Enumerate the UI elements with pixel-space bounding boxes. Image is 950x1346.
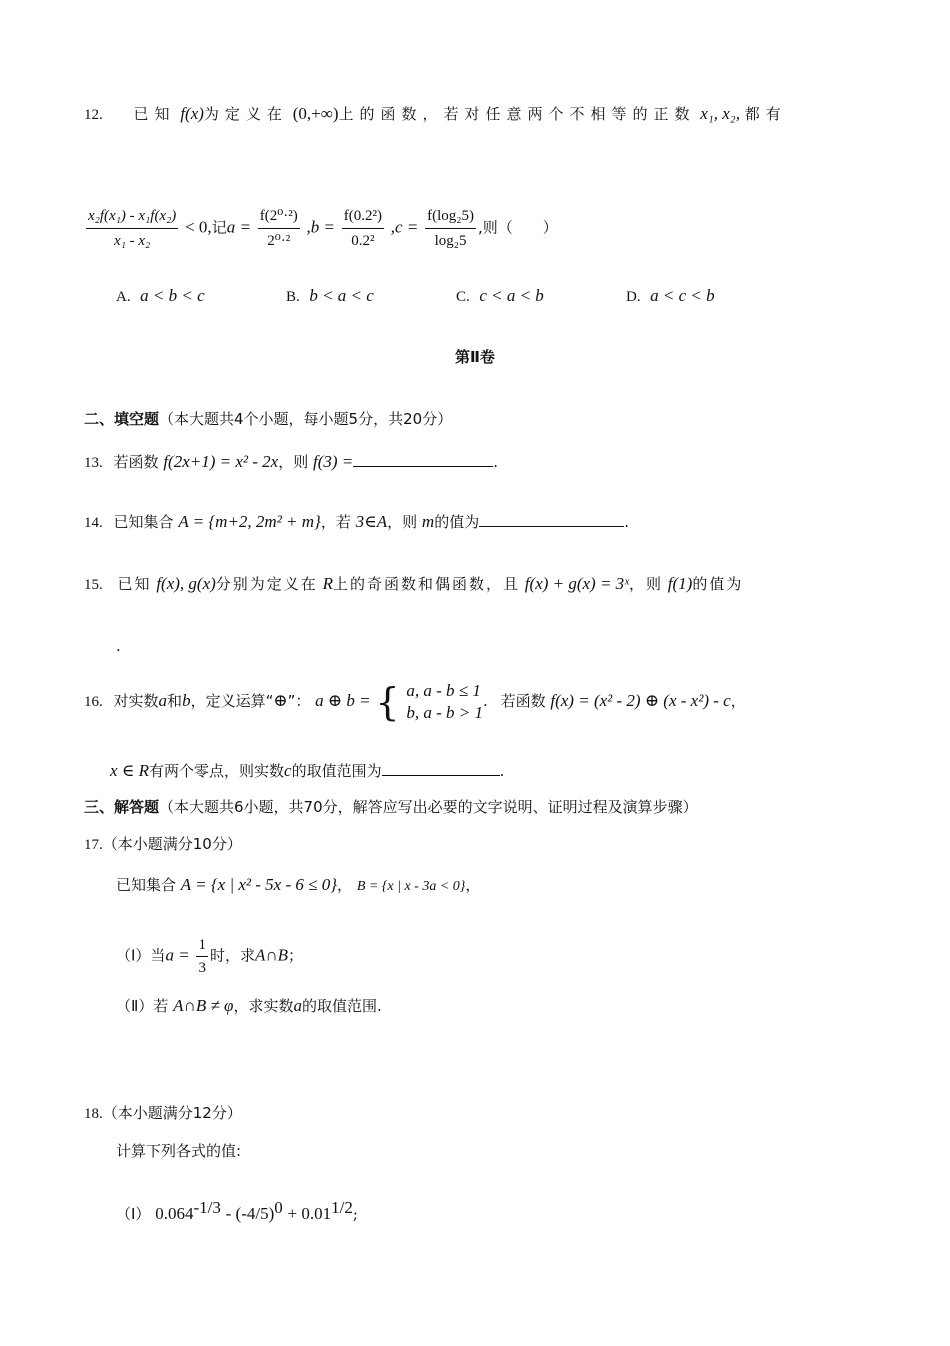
q16-brace: { [375, 680, 400, 724]
q16-cases: a, a - b ≤ 1 b, a - b > 1 [406, 681, 484, 722]
q18-header: 18.（本小题满分12分） [84, 1104, 242, 1122]
q17-part1: （Ⅰ）当a = $\frac{1}{3}$ 时，求A∩B； [116, 934, 868, 979]
q17-sets: 已知集合 A = {x | x² - 5x - 6 ≤ 0}， B = {x | x - 3a < 0}， [116, 875, 481, 894]
q12-option-d: D. a < c < b [626, 286, 715, 305]
part2-title: 第Ⅱ卷 [455, 348, 495, 366]
q17-part2: （Ⅱ）若 A∩B ≠ φ，求实数a的取值范围. [116, 996, 382, 1015]
q12-condition: $\frac{\text{x₂f(x₁) - x₁f(x₂)}}{\text{x₁ - x₂}}$ < 0,记a = $\frac{\text{f(2⁰·²)}}{\text{2⁰·²}}$ ,b = $\frac{\text{f(0.2²)}}{\text{0.2²}}$ ,c = $\frac{\text{f(log₂5)}}{\text{log₂5}}$ ,则（ ） [84, 204, 868, 253]
q12-b-fraction: $\frac{\text{f(0.2²)}}{\text{0.2²}}$ [342, 204, 384, 253]
q12-option-b: B. b < a < c [286, 286, 374, 305]
q12-a-fraction: $\frac{\text{f(2⁰·²)}}{\text{2⁰·²}}$ [258, 204, 300, 253]
q13-answer-blank[interactable] [353, 452, 493, 467]
q12-c-fraction: $\frac{\text{f(log₂5)}}{\text{log₂5}}$ [425, 204, 476, 253]
q14: 14. 已知集合 A = {m+2, 2m² + m}，若 3∈A，则 m的值为 . [84, 512, 629, 531]
q16: 16. 对实数a和b，定义运算“⊕”： a ⊕ b = { a, a - b ≤ 1 b, a - b > 1 . 若函数 f(x) = (x² - 2) ⊕ (x - x²) - c， [84, 680, 746, 724]
q18-instruction: 计算下列各式的值: [116, 1142, 242, 1160]
q12-options [116, 285, 868, 308]
q12-number: 12. [84, 107, 103, 123]
q14-answer-blank[interactable] [479, 512, 624, 527]
q16-line2: x ∈ R有两个零点，则实数c的取值范围为 . [110, 761, 505, 780]
q15-end: . [116, 637, 121, 655]
q17-fraction: $\frac{1}{3}$ [196, 934, 208, 979]
q13: 13. 若函数 f(2x+1) = x² - 2x，则 f(3) = . [84, 452, 499, 471]
q12-option-a: A. a < b < c [116, 286, 205, 305]
q12-cond-fraction: $\frac{\text{x₂f(x₁) - x₁f(x₂)}}{\text{x₁ - x₂}}$ [86, 204, 178, 253]
section2-heading: 二、填空题（本大题共4个小题，每小题5分，共20分） [84, 410, 453, 428]
q18-part1: （Ⅰ） $0.064^{-1/3} - (-4/5)^0 + 0.01^{1/2}$; [116, 1198, 358, 1223]
q12-option-c: C. c < a < b [456, 286, 544, 305]
q16-answer-blank[interactable] [382, 761, 500, 776]
section3-heading: 三、解答题（本大题共6小题，共70分，解答应写出必要的文字说明、证明过程及演算步骤） [84, 798, 698, 816]
q12-line1: 12. 已知 f(x)为定义在 (0,+∞)上的函数，若对任意两个不相等的正数 x₁, x₂, 都有 [84, 104, 787, 123]
q17-header: 17.（本小题满分10分） [84, 835, 242, 853]
q15: 15. 已知 f(x), g(x)分别为定义在 R上的奇函数和偶函数，且 f(x) + g(x) = 3ˣ，则 f(1)的值为 [84, 574, 744, 593]
